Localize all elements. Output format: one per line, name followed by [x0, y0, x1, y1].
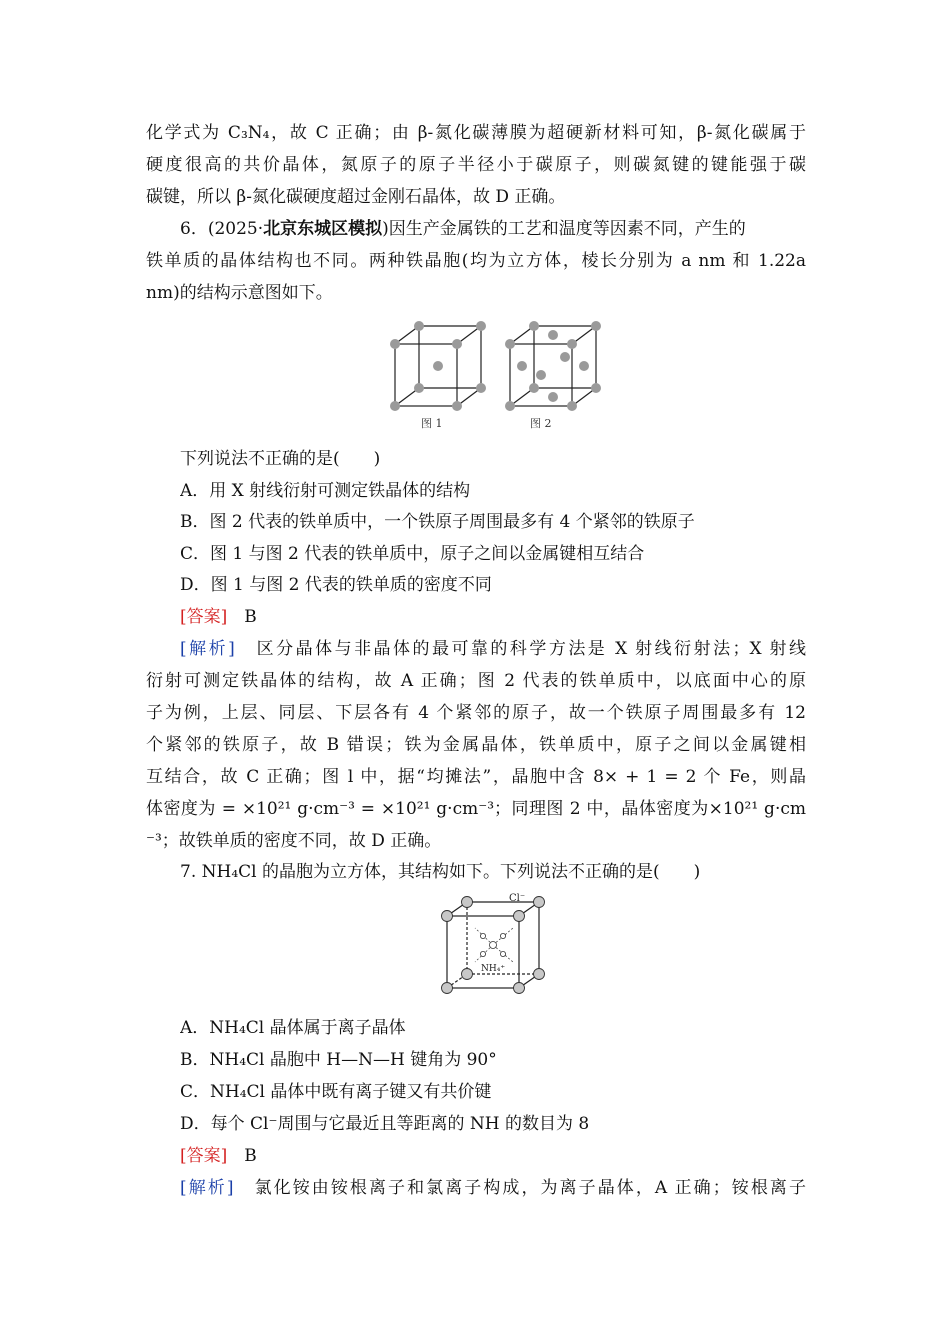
answer-label: [答案] [180, 1146, 228, 1166]
text-line: 化学式为 C₃N₄，故 C 正确；由 β-氮化碳薄膜为超硬新材料可知，β-氮化碳属于 [146, 123, 806, 143]
figure-2-caption: 图 2 [530, 417, 552, 430]
atom [505, 401, 515, 411]
figure-1-caption: 图 1 [421, 417, 443, 430]
ammonium-label: NH₄⁺ [481, 964, 506, 974]
hydrogen-atom [500, 933, 505, 938]
atom [452, 401, 462, 411]
question-text: )因生产金属铁的工艺和温度等因素不同，产生的 [382, 219, 746, 239]
option-a: A．NH₄Cl 晶体属于离子晶体 [180, 1018, 406, 1038]
atom [548, 392, 558, 402]
atom [591, 383, 601, 393]
option-d: D．每个 Cl⁻周围与它最近且等距离的 NH 的数目为 8 [180, 1114, 590, 1134]
text-line: 个紧邻的铁原子，故 B 错误；铁为金属晶体，铁单质中，原子之间以金属键相 [146, 735, 806, 755]
atom [390, 339, 400, 349]
text-line: 硬度很高的共价晶体，氮原子的原子半径小于碳原子，则碳氮键的键能强于碳 [146, 155, 806, 175]
chloride-ion [442, 911, 453, 922]
chloride-ion [462, 969, 473, 980]
question-6-line [180, 214, 806, 244]
bcc-unit-cell-diagram [385, 316, 495, 434]
hydrogen-atom [500, 951, 505, 956]
fcc-unit-cell-diagram [500, 316, 610, 434]
atom [414, 383, 424, 393]
text-line: nm)的结构示意图如下。 [146, 283, 333, 303]
atom [591, 321, 601, 331]
text-line: 互结合，故 C 正确；图 l 中，据“均摊法”，晶胞中含 8× + 1 = 2 个 Fe，则晶 [146, 767, 806, 787]
atom [548, 330, 558, 340]
nh4cl-unit-cell-diagram [435, 888, 555, 1006]
question-7-stem: 7. NH₄Cl 的晶胞为立方体，其结构如下。下列说法不正确的是( ) [180, 862, 701, 882]
atom [579, 361, 589, 371]
hydrogen-atom [480, 951, 485, 956]
atom [505, 339, 515, 349]
option-a: A．用 X 射线衍射可测定铁晶体的结构 [180, 481, 471, 501]
atom [529, 321, 539, 331]
atom [567, 401, 577, 411]
atom [529, 383, 539, 393]
answer-label: [答案] [180, 607, 228, 627]
text-line: ⁻³；故铁单质的密度不同，故 D 正确。 [146, 831, 442, 851]
analysis-line: [解析] 氯化铵由铵根离子和氯离子构成，为离子晶体，A 正确；铵根离子 [180, 1178, 806, 1198]
option-b: B．图 2 代表的铁单质中，一个铁原子周围最多有 4 个紧邻的铁原子 [180, 512, 695, 532]
chloride-ion [534, 969, 545, 980]
option-b: B．NH₄Cl 晶胞中 H—N—H 键角为 90° [180, 1050, 497, 1070]
atom [536, 370, 546, 380]
atom [433, 361, 443, 371]
atom [452, 339, 462, 349]
analysis-line: [解析] 区分晶体与非晶体的最可靠的科学方法是 X 射线衍射法；X 射线 [180, 639, 806, 659]
chloride-ion [514, 983, 525, 994]
text-line: 体密度为 = ×10²¹ g·cm⁻³ = ×10²¹ g·cm⁻³；同理图 2 中，晶体密度为×10²¹ g·cm [146, 799, 806, 819]
answer-line [180, 602, 806, 632]
answer-line [180, 1141, 806, 1171]
text-line: 衍射可测定铁晶体的结构，故 A 正确；图 2 代表的铁单质中，以底面中心的原 [146, 671, 806, 691]
analysis-label: [解析] [180, 1178, 234, 1198]
chloride-ion [534, 897, 545, 908]
option-d: D．图 1 与图 2 代表的铁单质的密度不同 [180, 575, 492, 595]
chloride-label: Cl⁻ [509, 893, 526, 904]
question-stem: 下列说法不正确的是( ) [180, 449, 381, 469]
atom [560, 352, 570, 362]
text-line: 碳键，所以 β-氮化碳硬度超过金刚石晶体，故 D 正确。 [146, 187, 566, 207]
atom [517, 361, 527, 371]
option-c: C．NH₄Cl 晶体中既有离子键又有共价键 [180, 1082, 492, 1102]
atom [414, 321, 424, 331]
nitrogen-atom [490, 942, 497, 949]
question-source: 北京东城区模拟 [263, 219, 383, 239]
chloride-ion [462, 897, 473, 908]
analysis-label: [解析] [180, 639, 235, 659]
atom [476, 321, 486, 331]
chloride-ion [442, 983, 453, 994]
atom [567, 339, 577, 349]
text-line: 铁单质的晶体结构也不同。两种铁晶胞(均为立方体，棱长分别为 a nm 和 1.22a [146, 251, 806, 271]
answer-value: B [244, 1146, 257, 1166]
hydrogen-atom [480, 933, 485, 938]
option-c: C．图 1 与图 2 代表的铁单质中，原子之间以金属键相互结合 [180, 544, 645, 564]
atom [390, 401, 400, 411]
question-number: 6．(2025· [180, 219, 264, 239]
text-line: 子为例，上层、同层、下层各有 4 个紧邻的原子，故一个铁原子周围最多有 12 [146, 703, 806, 723]
atom [476, 383, 486, 393]
answer-value: B [244, 607, 257, 627]
chloride-ion [514, 911, 525, 922]
